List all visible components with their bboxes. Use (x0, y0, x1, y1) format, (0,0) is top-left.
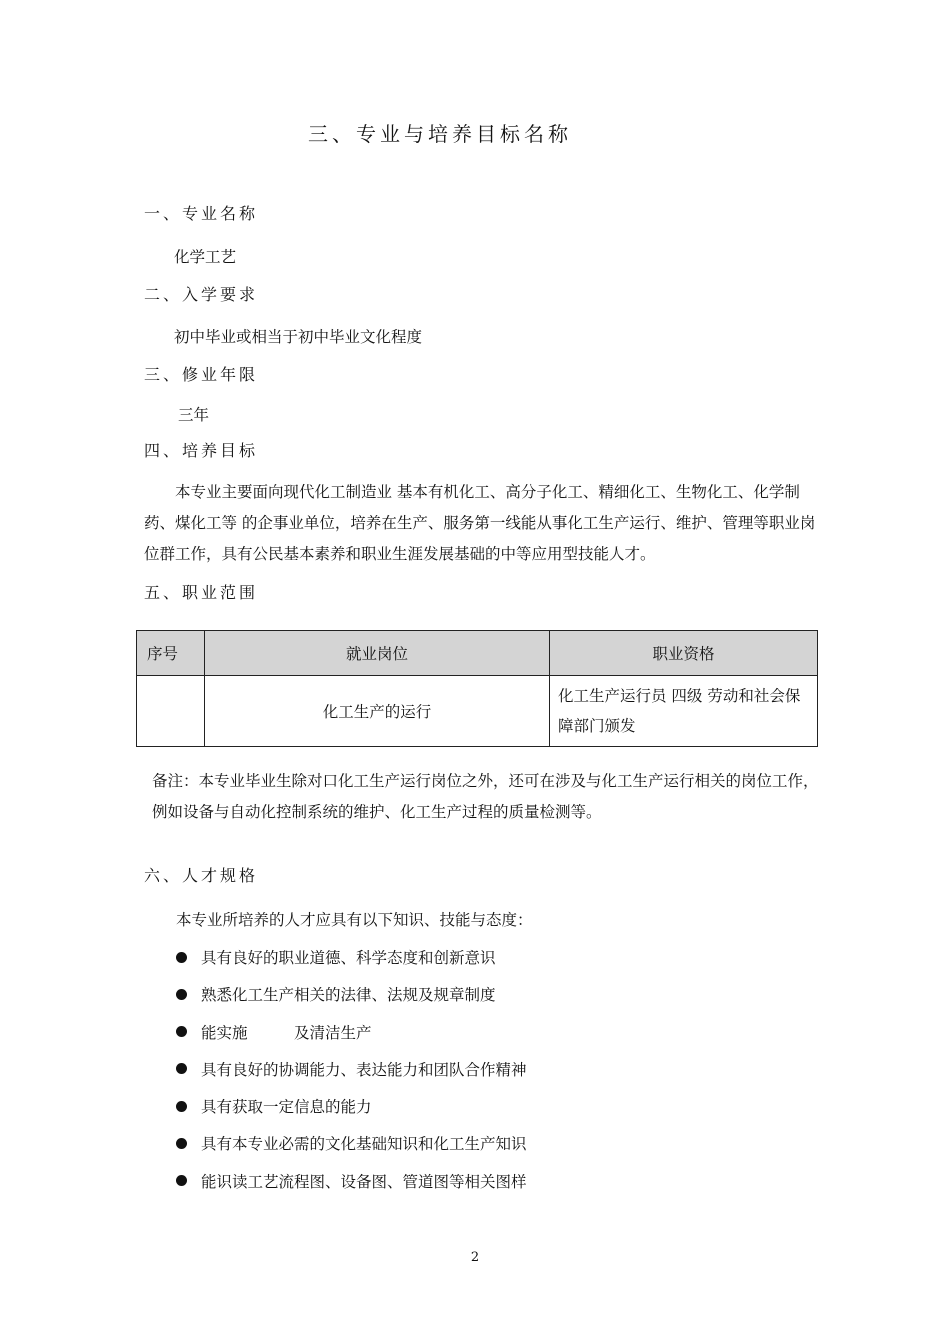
duration-text: 三年 (178, 406, 210, 424)
page-number: 2 (470, 1250, 480, 1265)
talent-spec-list (176, 943, 527, 1204)
header-position: 就业岗位 (205, 631, 550, 676)
training-goal-paragraph: 本专业主要面向现代化工制造业 基本有机化工、高分子化工、精细化工、生物化工、化学制药、煤化工等 的企事业单位，培养在生产、服务第一线能从事化工生产运行、维护、管理等职业岗位群工作，具有公民基本素养和职业生涯发展基础的中等应用型技能人才。 (144, 483, 816, 563)
document-title: 三、专业与培养目标名称 (308, 122, 572, 146)
bullet-icon (176, 1101, 187, 1112)
section-heading-career-scope: 五、职业范围 (144, 583, 259, 602)
cell-qualification: 化工生产运行员 四级 劳动和社会保障部门颁发 (550, 676, 818, 747)
section-heading-entry-requirement: 二、入学要求 (144, 285, 259, 304)
bullet-icon (176, 1175, 187, 1186)
bullet-icon (176, 1063, 187, 1074)
bullet-icon (176, 1026, 187, 1037)
table-row (137, 676, 818, 747)
cell-position: 化工生产的运行 (205, 676, 550, 747)
header-no: 序号 (137, 631, 205, 676)
section-heading-major-name: 一、专业名称 (144, 204, 259, 223)
header-qualification: 职业资格 (550, 631, 818, 676)
bullet-icon (176, 952, 187, 963)
section-heading-duration: 三、修业年限 (144, 365, 259, 384)
entry-requirement-text: 初中毕业或相当于初中毕业文化程度 (174, 328, 423, 346)
list-item: 具有获取一定信息的能力 (176, 1092, 527, 1129)
list-item: 具有良好的职业道德、科学态度和创新意识 (176, 943, 527, 980)
talent-spec-intro: 本专业所培养的人才应具有以下知识、技能与态度： (176, 911, 533, 929)
major-name-text: 化学工艺 (174, 248, 237, 266)
bullet-icon (176, 1138, 187, 1149)
list-item: 熟悉化工生产相关的法律、法规及规章制度 (176, 980, 527, 1017)
table-header-row (137, 631, 818, 676)
table-note: 备注：本专业毕业生除对口化工生产运行岗位之外，还可在涉及与化工生产运行相关的岗位工作，例如设备与自动化控制系统的维护、化工生产过程的质量检测等。 (152, 772, 819, 821)
bullet-icon (176, 989, 187, 1000)
list-item: 具有良好的协调能力、表达能力和团队合作精神 (176, 1055, 527, 1092)
section-heading-talent-spec: 六、人才规格 (144, 866, 259, 885)
list-item: 能实施 及清洁生产 (176, 1018, 527, 1055)
career-table (136, 630, 818, 747)
list-item: 能识读工艺流程图、设备图、管道图等相关图样 (176, 1167, 527, 1204)
cell-no (137, 676, 205, 747)
section-heading-training-goal: 四、培养目标 (144, 441, 259, 460)
list-item: 具有本专业必需的文化基础知识和化工生产知识 (176, 1129, 527, 1166)
